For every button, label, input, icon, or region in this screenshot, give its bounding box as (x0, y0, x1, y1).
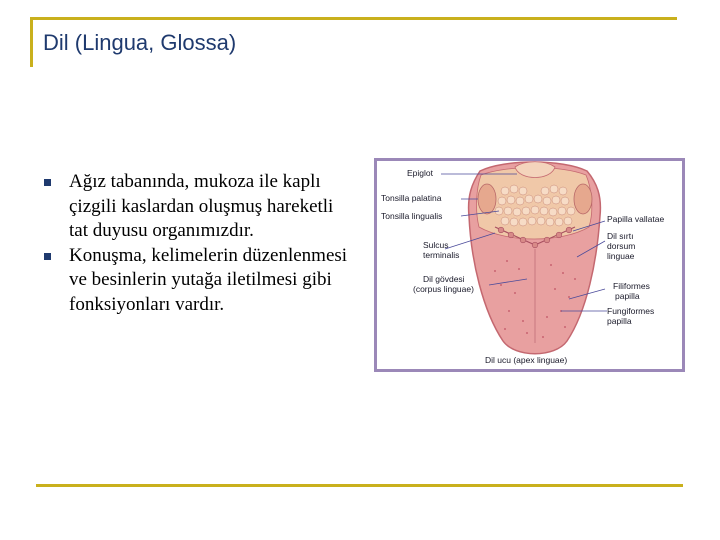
label-apex: Dil ucu (apex linguae) (485, 355, 568, 365)
title-rule-top (30, 17, 677, 20)
label-govde-2: (corpus linguae) (413, 284, 474, 294)
label-filiformes-1: Filiformes (613, 281, 650, 291)
tongue-illustration (374, 158, 685, 372)
bullet-text: Konuşma, kelimelerin düzenlenmesi ve besinlerin yutağa iletilmesi gibi fonksiyonları vardır. (69, 244, 348, 315)
bottom-rule (36, 484, 683, 487)
label-papilla-vallatae: Papilla vallatae (607, 214, 665, 224)
label-filiformes-2: papilla (615, 291, 640, 301)
square-bullet-icon (44, 253, 51, 260)
label-tonsilla-lingualis: Tonsilla lingualis (381, 211, 443, 221)
label-sulcus-1: Sulcus (423, 240, 449, 250)
square-bullet-icon (44, 179, 51, 186)
tonsil-left (478, 184, 496, 214)
tongue-diagram (377, 161, 682, 369)
bullet-list (44, 170, 354, 317)
label-govde-1: Dil gövdesi (423, 274, 465, 284)
label-dorsum-1: Dil sırtı (607, 231, 634, 241)
label-dorsum-3: linguae (607, 251, 635, 261)
label-fungiformes-2: papilla (607, 316, 632, 326)
label-epiglot: Epiglot (407, 168, 433, 178)
bullet-item (44, 244, 354, 318)
title-rule-left (30, 17, 33, 67)
slide-title: Dil (Lingua, Glossa) (43, 30, 237, 55)
bullet-text: Ağız tabanında, mukoza ile kaplı çizgili kaslardan oluşmuş hareketli tat duyusu organımızdır. (69, 171, 334, 241)
tonsil-right (574, 184, 592, 214)
bullet-item (44, 170, 354, 244)
label-sulcus-2: terminalis (423, 250, 460, 260)
label-dorsum-2: dorsum (607, 241, 636, 251)
label-tonsilla-palatina: Tonsilla palatina (381, 193, 442, 203)
label-fungiformes-1: Fungiformes (607, 306, 655, 316)
